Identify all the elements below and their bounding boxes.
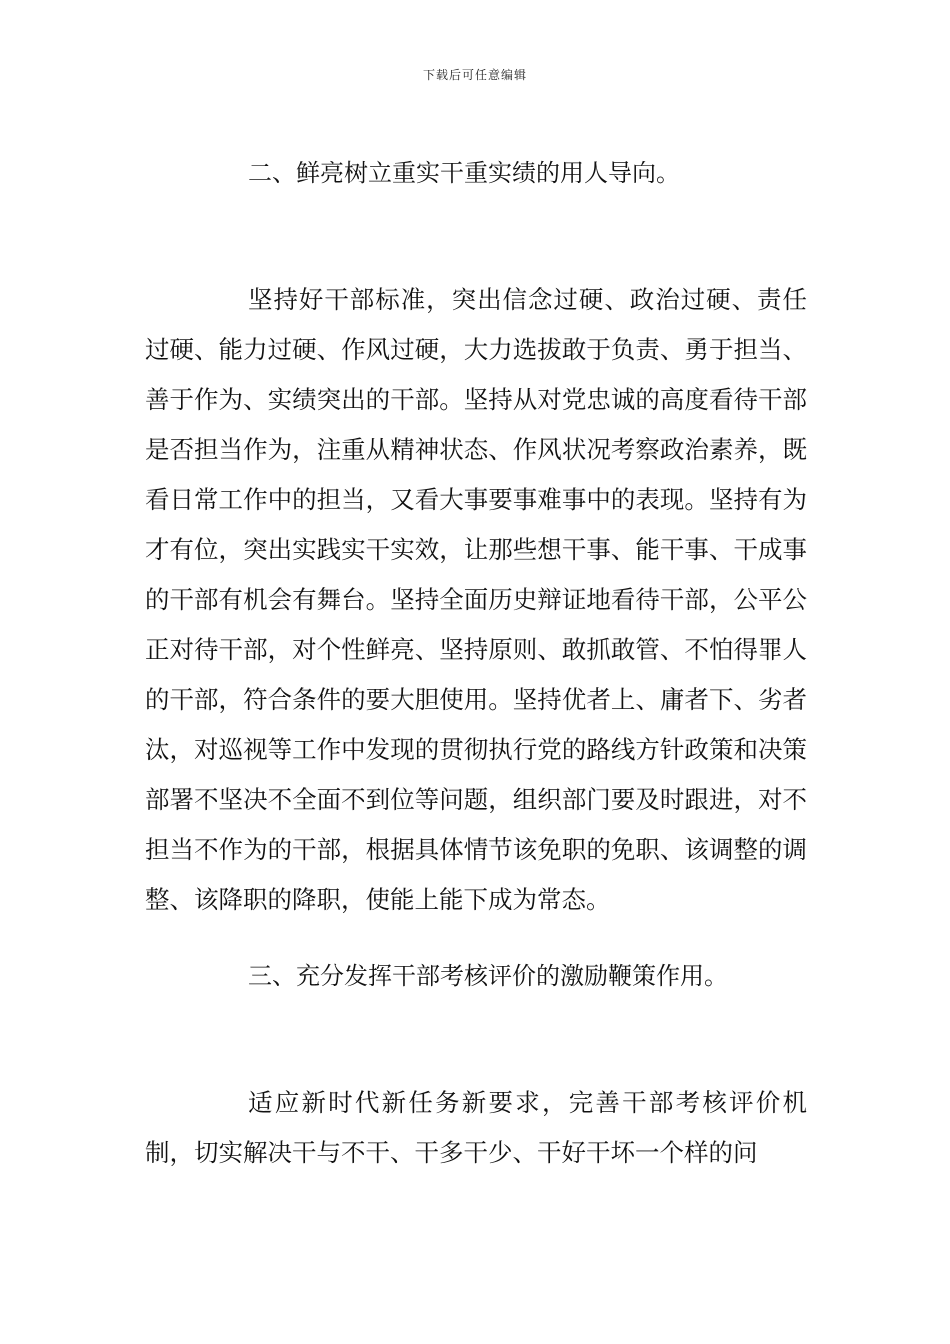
section-paragraph-2: 坚持好干部标准，突出信念过硬、政治过硬、责任过硬、能力过硬、作风过硬，大力选拔敢于负责、勇于担当、善于作为、实绩突出的干部。坚持从对党忠诚的高度看待干部是否担当作为，注重从精神状态、作风状况考察政治素养，既看日常工作中的担当，又看大事要事难事中的表现。坚持有为才有位，突出实践实干实效，让那些想干事、能干事、干成事的干部有机会有舞台。坚持全面历史辩证地看待干部，公平公正对待干部，对个性鲜亮、坚持原则、敢抓敢管、不怕得罪人的干部，符合条件的要大胆使用。坚持优者上、庸者下、劣者汰，对巡视等工作中发现的贯彻执行党的路线方针政策和决策部署不坚决不全面不到位等问题，组织部门要及时跟进，对不担当不作为的干部，根据具体情节该免职的免职、该调整的调整、该降职的降职，使能上能下成为常态。 — [145, 285, 807, 914]
document-body — [145, 148, 807, 1178]
page-header-note: 下载后可任意编辑 — [422, 68, 527, 82]
section-heading-2: 二、鲜亮树立重实干重实绩的用人导向。 — [248, 159, 680, 187]
section-paragraph-3: 适应新时代新任务新要求，完善干部考核评价机制，切实解决干与不干、干多干少、干好干坏一个样的问 — [145, 1088, 807, 1167]
section-heading-3: 三、充分发挥干部考核评价的激励鞭策作用。 — [248, 962, 728, 990]
